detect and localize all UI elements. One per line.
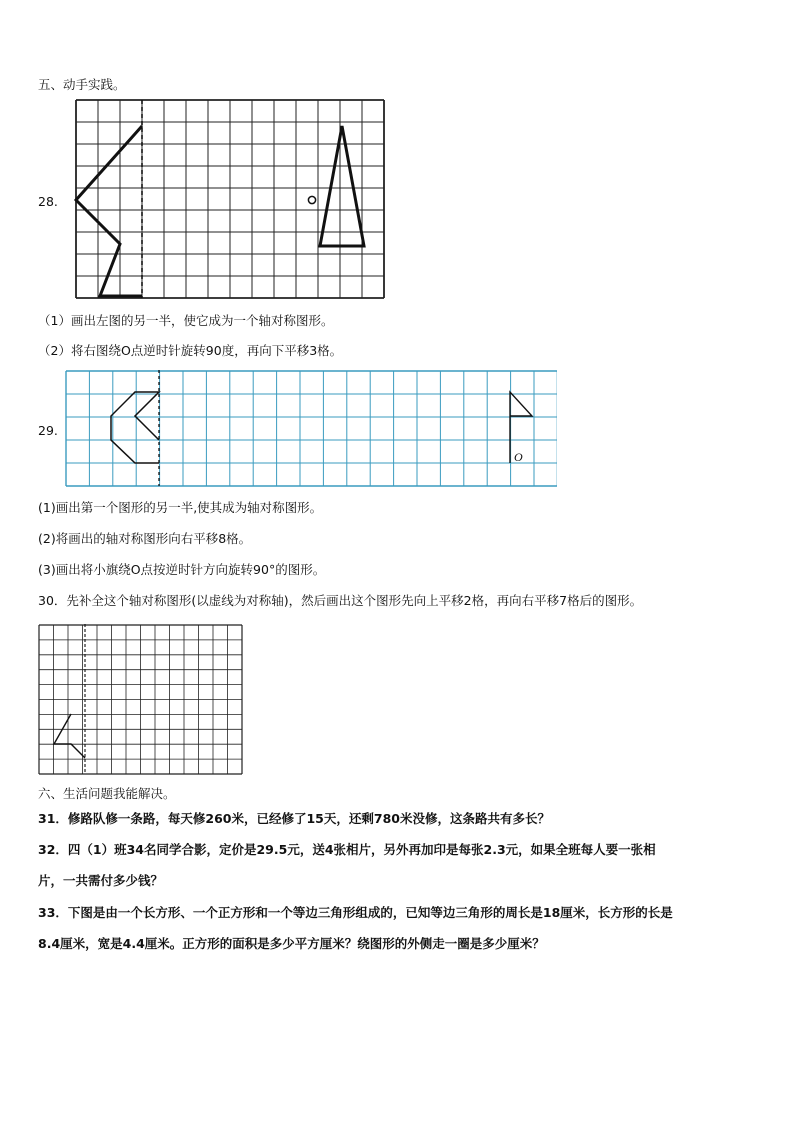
q29-part1: (1)画出第一个图形的另一半,使其成为轴对称图形。 bbox=[38, 500, 323, 515]
q29-part3: (3)画出将小旗绕O点按逆时针方向旋转90°的图形。 bbox=[38, 562, 326, 577]
q31-text: 31．修路队修一条路，每天修260米，已经修了15天，还剩780米没修，这条路共有多长？ bbox=[38, 811, 550, 826]
q28-point-o bbox=[308, 196, 315, 203]
q28-part1: （1）画出左图的另一半，使它成为一个轴对称图形。 bbox=[38, 313, 334, 328]
q30-text: 30．先补全这个轴对称图形(以虚线为对称轴)，然后画出这个图形先向上平移2格，再向右平移7格后的图形。 bbox=[38, 593, 643, 608]
q29-number: 29. bbox=[38, 423, 58, 438]
q32-line2: 片，一共需付多少钱？ bbox=[38, 873, 164, 888]
q30-half-shape bbox=[54, 714, 85, 758]
section-6-heading: 六、生活问题我能解决。 bbox=[38, 786, 176, 801]
q32-line1: 32．四（1）班34名同学合影，定价是29.5元，送4张相片，另外再加印是每张2.3元，如果全班每人要一张相 bbox=[38, 842, 656, 857]
q30-grid-figure bbox=[38, 624, 244, 775]
q29-grid-figure bbox=[65, 370, 557, 488]
q29-left-half-shape bbox=[111, 392, 159, 463]
q30-grid-lines bbox=[39, 625, 242, 774]
q33-line2: 8.4厘米，宽是4.4厘米。正方形的面积是多少平方厘米？绕图形的外侧走一圈是多少厘米？ bbox=[38, 936, 545, 951]
q28-left-half-shape bbox=[76, 126, 142, 296]
q28-grid-figure bbox=[70, 96, 395, 302]
q29-label-o: O bbox=[514, 450, 523, 464]
q29-part2: (2)将画出的轴对称图形向右平移8格。 bbox=[38, 531, 252, 546]
section-5-heading: 五、动手实践。 bbox=[38, 77, 126, 92]
q28-grid-lines bbox=[76, 100, 384, 298]
q29-grid-lines bbox=[66, 371, 557, 486]
q33-line1: 33．下图是由一个长方形、一个正方形和一个等边三角形组成的，已知等边三角形的周长是18厘米，长方形的长是 bbox=[38, 905, 673, 920]
q28-part2: （2）将右图绕O点逆时针旋转90度，再向下平移3格。 bbox=[38, 343, 343, 358]
q28-number: 28. bbox=[38, 194, 58, 209]
